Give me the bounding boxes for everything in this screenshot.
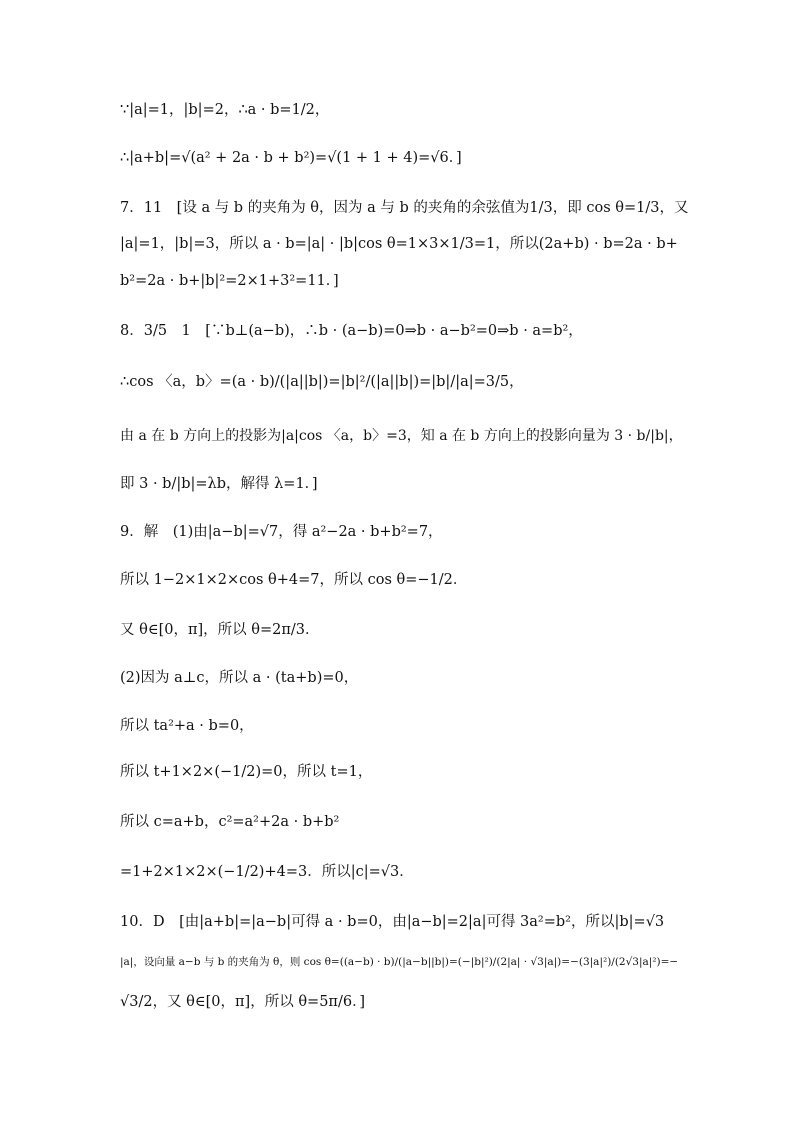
solution-line: b²=2a · b+|b|²=2×1+3²=11．]	[120, 273, 339, 289]
solution-line: 10．D [由|a+b|=|a−b|可得 a · b=0，由|a−b|=2|a|可得 3a²=b²，所以|b|=√3	[120, 914, 665, 930]
solution-line: ∴cos 〈a，b〉=(a · b)/(|a||b|)=|b|²/(|a||b|)=|b|/|a|=3/5，	[120, 374, 524, 390]
solution-line: (2)因为 a⊥c，所以 a · (ta+b)=0，	[120, 670, 359, 686]
solution-line: |a|=1，|b|=3，所以 a · b=|a| · |b|cos θ=1×3×1/3=1，所以(2a+b) · b=2a · b+	[120, 236, 678, 252]
solution-line: 所以 ta²+a · b=0，	[120, 718, 254, 734]
solution-line: |a|，设向量 a−b 与 b 的夹角为 θ，则 cos θ=((a−b) · b)/(|a−b||b|)=(−|b|²)/(2|a| · √3|a|)=−(3|a|²)/(2√3|a|²)=−	[120, 956, 679, 968]
solution-line: 所以 1−2×1×2×cos θ+4=7，所以 cos θ=−1/2．	[120, 572, 468, 588]
solution-line: =1+2×1×2×(−1/2)+4=3．所以|c|=√3．	[120, 864, 414, 880]
solution-line: 9．解 (1)由|a−b|=√7，得 a²−2a · b+b²=7，	[120, 524, 443, 540]
solution-line: 7．11 [设 a 与 b 的夹角为 θ，因为 a 与 b 的夹角的余弦值为1/3，即 cos θ=1/3，又	[120, 200, 689, 216]
solution-line: 8．3/5 1 [∵b⊥(a−b)，∴b · (a−b)=0⇒b · a−b²=0⇒b · a=b²，	[120, 323, 583, 339]
solution-line: 所以 c=a+b，c²=a²+2a · b+b²	[120, 814, 340, 830]
solution-line: 由 a 在 b 方向上的投影为|a|cos 〈a，b〉=3，知 a 在 b 方向上的投影向量为 3 · b/|b|，	[120, 428, 683, 444]
solution-line: ∵|a|=1，|b|=2，∴a · b=1/2，	[120, 102, 330, 118]
solution-line: 所以 t+1×2×(−1/2)=0，所以 t=1，	[120, 764, 373, 780]
solution-line: 又 θ∈[0，π]，所以 θ=2π/3．	[120, 622, 320, 638]
solution-line: √3/2，又 θ∈[0，π]，所以 θ=5π/6．]	[120, 994, 365, 1010]
solution-line: 即 3 · b/|b|=λb，解得 λ=1．]	[120, 476, 318, 492]
solution-line: ∴|a+b|=√(a² + 2a · b + b²)=√(1 + 1 + 4)=√6．]	[120, 150, 462, 166]
